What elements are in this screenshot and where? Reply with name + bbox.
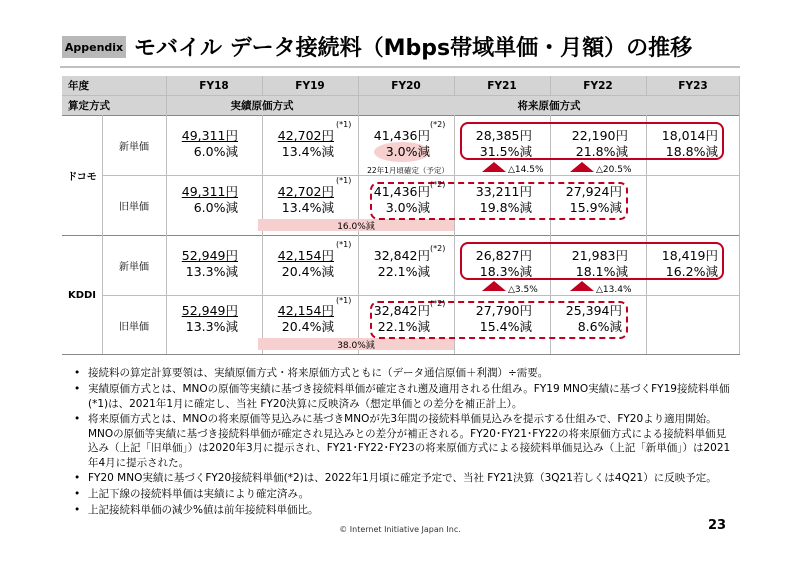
grid-line xyxy=(262,76,263,95)
grid-line xyxy=(646,76,647,95)
bullet-item: • 実績原価方式とは、MNOの原価等実績に基づき接続料単価が確定され遡及適用される仕組み。FY19 MNO実績に基づくFY19接続料単価(*1)は、2021年1月に確定し、当社 FY20決算に反映済み（想定単価との差分を補正計上）。 xyxy=(74,383,730,410)
page-title: モバイル データ接続料（Mbps帯域単価・月額）の推移 xyxy=(134,36,693,61)
year-header-label: 年度 xyxy=(68,80,89,92)
kddi-new-label: 新単価 xyxy=(119,262,149,273)
bullet-item: • 接続料の算定計算要領は、実績原価方式・将来原価方式ともに（データ通信原価＋利潤）÷需要。 xyxy=(74,367,549,379)
year-fy20: FY20 xyxy=(391,79,421,92)
note-marker: (*1) xyxy=(336,240,352,249)
kddi-old-fy22: 25,394円 8.6%減 xyxy=(565,303,622,334)
docomo-new-fy20: 41,436円 3.0%減 xyxy=(373,128,430,159)
carrier-docomo: ドコモ xyxy=(67,172,97,183)
year-fy18: FY18 xyxy=(199,79,229,92)
grid-line xyxy=(62,354,740,355)
note-marker: (*2) xyxy=(430,180,446,189)
year-fy21: FY21 xyxy=(487,79,517,92)
note-marker: (*1) xyxy=(336,120,352,129)
docomo-old-fy22: 27,924円 15.9%減 xyxy=(565,184,622,215)
appendix-badge: Appendix xyxy=(62,36,126,58)
triangle-icon xyxy=(570,281,594,291)
kddi-total-reduction-bar: 38.0%減 xyxy=(258,338,454,350)
note-marker: (*1) xyxy=(336,296,352,305)
triangle-icon xyxy=(482,162,506,172)
docomo-fy22-diff: △20.5% xyxy=(596,165,632,175)
copyright-footer: © Internet Initiative Japan Inc. xyxy=(339,525,461,534)
docomo-new-fy21: 28,385円 31.5%減 xyxy=(475,128,532,159)
page-number: 23 xyxy=(708,518,727,533)
grid-line xyxy=(62,95,740,96)
grid-line xyxy=(454,76,455,95)
note-marker: (*2) xyxy=(430,120,446,129)
docomo-old-fy21: 33,211円 19.8%減 xyxy=(475,184,532,215)
kddi-new-fy22: 21,983円 18.1%減 xyxy=(571,248,628,279)
triangle-icon xyxy=(570,162,594,172)
docomo-old-fy20: 41,436円 3.0%減 xyxy=(373,184,430,215)
kddi-new-fy18: 52,949円 13.3%減 xyxy=(181,248,238,279)
kddi-new-fy20: 32,842円 22.1%減 xyxy=(373,248,430,279)
kddi-new-fy23: 18,419円 16.2%減 xyxy=(661,248,718,279)
fy20-confirm-note: 22年1月頃確定（予定） xyxy=(367,166,449,175)
docomo-old-label: 旧単価 xyxy=(119,202,149,213)
kddi-new-fy19: 42,154円 20.4%減 xyxy=(277,248,334,279)
kddi-new-fy21: 26,827円 18.3%減 xyxy=(475,248,532,279)
year-fy22: FY22 xyxy=(583,79,613,92)
grid-line xyxy=(739,76,740,354)
grid-line xyxy=(550,76,551,95)
bullet-item: • 上記下線の接続料単価は実績により確定済み。 xyxy=(74,488,310,500)
kddi-fy22-diff: △13.4% xyxy=(596,285,632,295)
year-fy23: FY23 xyxy=(678,79,708,92)
kddi-old-fy19: 42,154円 20.4%減 xyxy=(277,303,334,334)
grid-line xyxy=(102,295,740,296)
bullet-item: • 将来原価方式とは、MNOの将来原価等見込みに基づきMNOが先3年間の接続料単価見込みを提示する仕組みで、FY20より適用開始。MNOの原価等実績に基づき接続料単価が確定され見込みとの差分が補正される。FY20･FY21･FY22の将来原価方式による接続料単価見込み（上記「旧単価」）は2020年3月に提示され、FY21･FY22･FY23の将来原価方式による接続料単価見込み（上記「新単価」）は2021年4月に提示された。 xyxy=(74,413,731,469)
triangle-icon xyxy=(482,281,506,291)
title-divider xyxy=(60,66,740,68)
bullet-item: • FY20 MNO実績に基づくFY20接続料単価(*2)は、2022年1月頃に確定予定で、当社 FY21決算（3Q21若しくは4Q21）に反映予定。 xyxy=(74,472,717,484)
connection-fee-table xyxy=(62,76,736,354)
kddi-old-fy21: 27,790円 15.4%減 xyxy=(475,303,532,334)
carrier-kddi: KDDI xyxy=(67,289,97,301)
docomo-total-reduction-bar: 16.0%減 xyxy=(258,219,454,231)
docomo-new-fy19: 42,702円 13.4%減 xyxy=(277,128,334,159)
docomo-new-fy18: 49,311円 6.0%減 xyxy=(181,128,238,159)
docomo-old-fy19: 42,702円 13.4%減 xyxy=(277,184,334,215)
method-actual: 実績原価方式 xyxy=(230,100,294,112)
docomo-fy21-diff: △14.5% xyxy=(508,165,544,175)
note-marker: (*1) xyxy=(336,176,352,185)
method-header-label: 算定方式 xyxy=(68,100,110,112)
year-fy19: FY19 xyxy=(295,79,325,92)
docomo-new-fy23: 18,014円 18.8%減 xyxy=(661,128,718,159)
bullet-item: • 上記接続料単価の減少%値は前年接続料単価比。 xyxy=(74,504,319,516)
note-marker: (*2) xyxy=(430,299,446,308)
docomo-old-fy18: 49,311円 6.0%減 xyxy=(181,184,238,215)
method-future: 将来原価方式 xyxy=(517,100,581,112)
docomo-new-fy22: 22,190円 21.8%減 xyxy=(571,128,628,159)
kddi-fy21-diff: △3.5% xyxy=(508,285,538,295)
kddi-old-fy20: 32,842円 22.1%減 xyxy=(373,303,430,334)
kddi-old-fy18: 52,949円 13.3%減 xyxy=(181,303,238,334)
docomo-new-label: 新単価 xyxy=(119,142,149,153)
kddi-old-label: 旧単価 xyxy=(119,321,149,333)
note-marker: (*2) xyxy=(430,244,446,253)
